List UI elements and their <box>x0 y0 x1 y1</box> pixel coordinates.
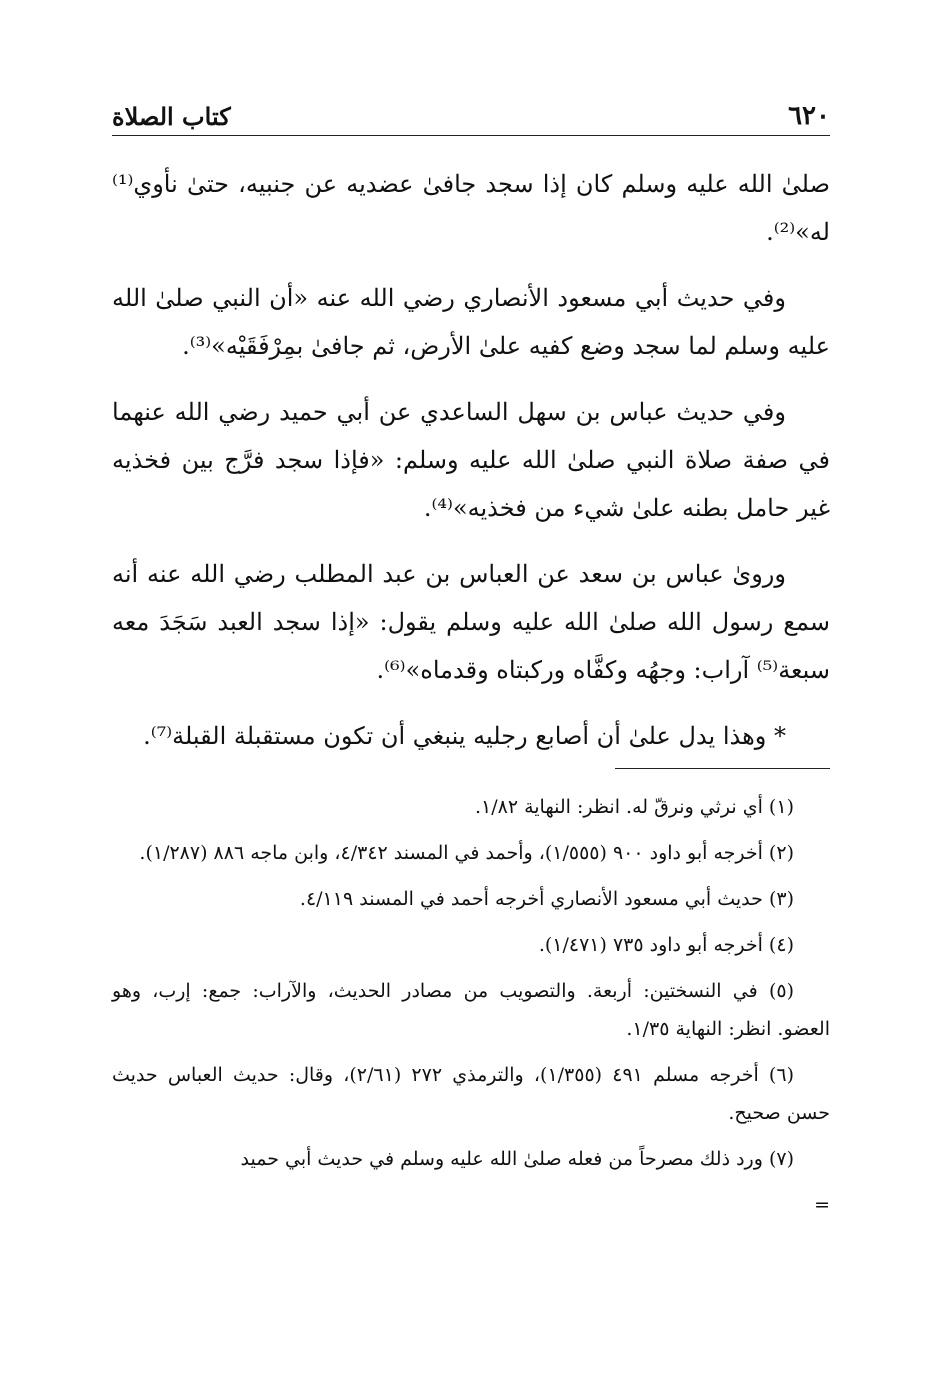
footnote-3: (٣) حديث أبي مسعود الأنصاري أخرجه أحمد في المسند ٤/١١٩. <box>299 888 794 910</box>
paragraph-3: وفي حديث عباس بن سهل الساعدي عن أبي حميد رضي الله عنهما في صفة صلاة النبي صلىٰ الله عليه وسلم: «فإذا سجد فرَّج بين فخذيه غير حامل بطنه علىٰ شيء من فخذيه»⁽⁴⁾. <box>112 398 830 522</box>
footnote-7: (٧) ورد ذلك مصرحاً من فعله صلىٰ الله عليه وسلم في حديث أبي حميد <box>240 1148 794 1170</box>
page-number: ٦٢٠ <box>788 101 830 131</box>
footnote-6: (٦) أخرجه مسلم ٤٩١ (١/٣٥٥)، والترمذي ٢٧٢ (٢/٦١)، وقال: حديث العباس حديث حسن صحيح. <box>112 1064 830 1124</box>
main-text <box>112 160 830 778</box>
footnote-1: (١) أي نرثي ونرقّ له. انظر: النهاية ١/٨٢. <box>474 796 794 818</box>
footnotes <box>112 788 830 1232</box>
footnote-divider <box>615 768 830 769</box>
footnote-5: (٥) في النسختين: أربعة. والتصويب من مصادر الحديث، والآراب: جمع: إرب، وهو العضو. انظر: النهاية ١/٣٥. <box>112 980 830 1040</box>
paragraph-4: وروىٰ عباس بن سعد عن العباس بن عبد المطلب رضي الله عنه أنه سمع رسول الله صلىٰ الله عليه وسلم يقول: «إذا سجد العبد سَجَدَ معه سبعة⁽⁵⁾ آراب: وجهُه وكفَّاه وركبتاه وقدماه»⁽⁶⁾. <box>112 560 830 684</box>
footnote-4: (٤) أخرجه أبو داود ٧٣٥ (١/٤٧١). <box>538 934 794 956</box>
book-title: كتاب الصلاة <box>112 102 231 131</box>
paragraph-2: وفي حديث أبي مسعود الأنصاري رضي الله عنه «أن النبي صلىٰ الله عليه وسلم لما سجد وضع كفيه علىٰ الأرض، ثم جافىٰ بمِرْفَقَيْه»⁽³⁾. <box>112 284 830 360</box>
paragraph-5: * وهذا يدل علىٰ أن أصابع رجليه ينبغي أن تكون مستقبلة القبلة⁽⁷⁾. <box>143 722 786 750</box>
continuation-mark: = <box>814 1194 830 1216</box>
paragraph-1: صلىٰ الله عليه وسلم كان إذا سجد جافىٰ عضديه عن جنبيه، حتىٰ نأوي⁽¹⁾ له»⁽²⁾. <box>112 170 830 246</box>
footnote-2: (٢) أخرجه أبو داود ٩٠٠ (١/٥٥٥)، وأحمد في المسند ٤/٣٤٢، وابن ماجه ٨٨٦ (١/٢٨٧). <box>139 842 794 864</box>
page-header <box>112 92 830 136</box>
